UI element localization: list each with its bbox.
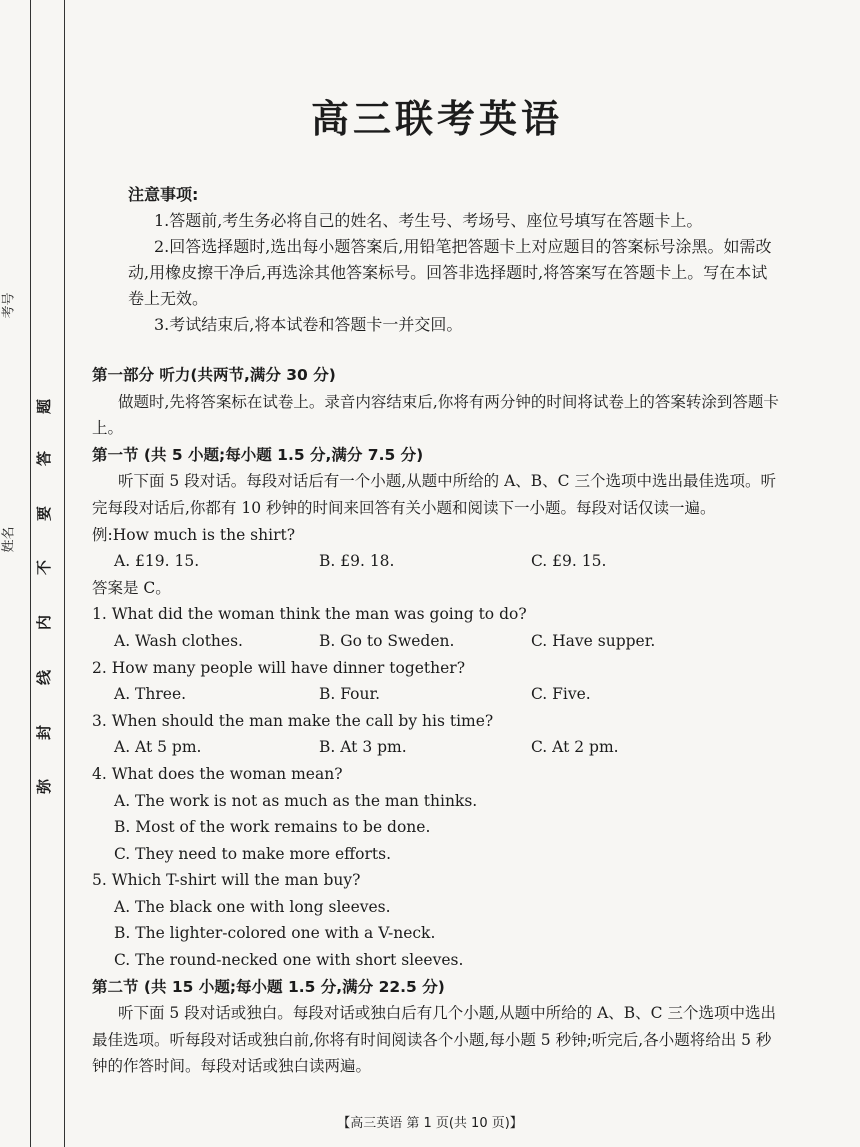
option-c: C. Have supper. [531,631,656,650]
page-footer: 【高三英语 第 1 页(共 10 页)】 [337,1116,523,1131]
part-title: 第一部分 听力(共两节,满分 30 分) [92,366,336,384]
question: 4. What does the woman mean? [92,764,343,783]
exam-number-label: 考号 [1,292,17,319]
option-a: A. At 5 pm. [114,738,202,757]
option-b: B. Go to Sweden. [319,631,455,650]
question-options [92,628,782,655]
seal-char: 封 [35,724,54,741]
example-options [92,548,782,575]
listening-part [92,362,782,1080]
question: 2. How many people will have dinner together? [92,658,466,677]
option-b: B. At 3 pm. [319,738,407,757]
binding-line-outer [30,0,31,1147]
option-a: A. Three. [114,685,187,704]
option-b: B. Most of the work remains to be done. [114,818,431,837]
seal-char: 答 [35,450,54,467]
seal-char: 要 [35,505,54,522]
binding-line-inner [64,0,65,1147]
option-b: B. Four. [319,685,381,704]
example-answer: 答案是 C。 [92,578,171,597]
section-title: 第一节 (共 5 小题;每小题 1.5 分,满分 7.5 分) [92,445,424,464]
question-options [92,681,782,708]
exam-title: 高三联考英语 [310,97,563,141]
question: 3. When should the man make the call by his time? [92,711,494,730]
notice-block [128,182,778,338]
option-a: A. Wash clothes. [114,631,243,650]
seal-char: 线 [35,669,54,686]
option-c: C. The round-necked one with short sleeves. [114,951,464,970]
option-b: B. £9. 18. [319,552,395,571]
option-a: A. The black one with long sleeves. [114,897,391,916]
option-a: A. The work is not as much as the man thinks. [114,791,478,810]
question: 5. Which T-shirt will the man buy? [92,871,361,890]
example-question: 例:How much is the shirt? [92,525,296,544]
section-intro: 听下面 5 段对话。每段对话后有一个小题,从题中所给的 A、B、C 三个选项中选出最佳选项。听完每段对话后,你都有 10 秒钟的时间来回答有关小题和阅读下一小题。每段对话仅读一遍。 [92,472,776,517]
option-c: C. £9. 15. [531,552,607,571]
notice-item: 1.答题前,考生务必将自己的姓名、考生号、考场号、座位号填写在答题卡上。 [154,211,703,230]
part-intro: 做题时,先将答案标在试卷上。录音内容结束后,你将有两分钟的时间将试卷上的答案转涂到答题卡上。 [92,392,779,438]
section-intro: 听下面 5 段对话或独白。每段对话或独白后有几个小题,从题中所给的 A、B、C 三个选项中选出最佳选项。听每段对话或独白前,你将有时间阅读各个小题,每小题 5 秒钟;听完后,各小题将给出 5 秒钟的作答时间。每段对话或独白读两遍。 [92,1004,776,1076]
option-c: C. At 2 pm. [531,738,619,757]
name-label: 姓名 [1,526,17,553]
seal-char: 内 [35,614,54,631]
option-c: C. Five. [531,685,591,704]
option-a: A. £19. 15. [114,552,200,571]
notice-item: 2.回答选择题时,选出每小题答案后,用铅笔把答题卡上对应题目的答案标号涂黑。如需改动,用橡皮擦干净后,再选涂其他答案标号。回答非选择题时,将答案写在答题卡上。写在本试卷上无效。 [128,237,772,308]
notice-item: 3.考试结束后,将本试卷和答题卡一并交回。 [154,315,463,334]
seal-char: 题 [35,398,54,415]
seal-char: 弥 [35,778,54,795]
option-b: B. The lighter-colored one with a V-neck. [114,924,436,943]
binding-margin [0,0,70,1147]
notice-heading: 注意事项: [128,185,199,204]
seal-char: 不 [35,559,54,576]
question: 1. What did the woman think the man was going to do? [92,605,527,624]
section-title: 第二节 (共 15 小题;每小题 1.5 分,满分 22.5 分) [92,977,445,996]
question-options [92,734,782,761]
option-c: C. They need to make more efforts. [114,844,392,863]
